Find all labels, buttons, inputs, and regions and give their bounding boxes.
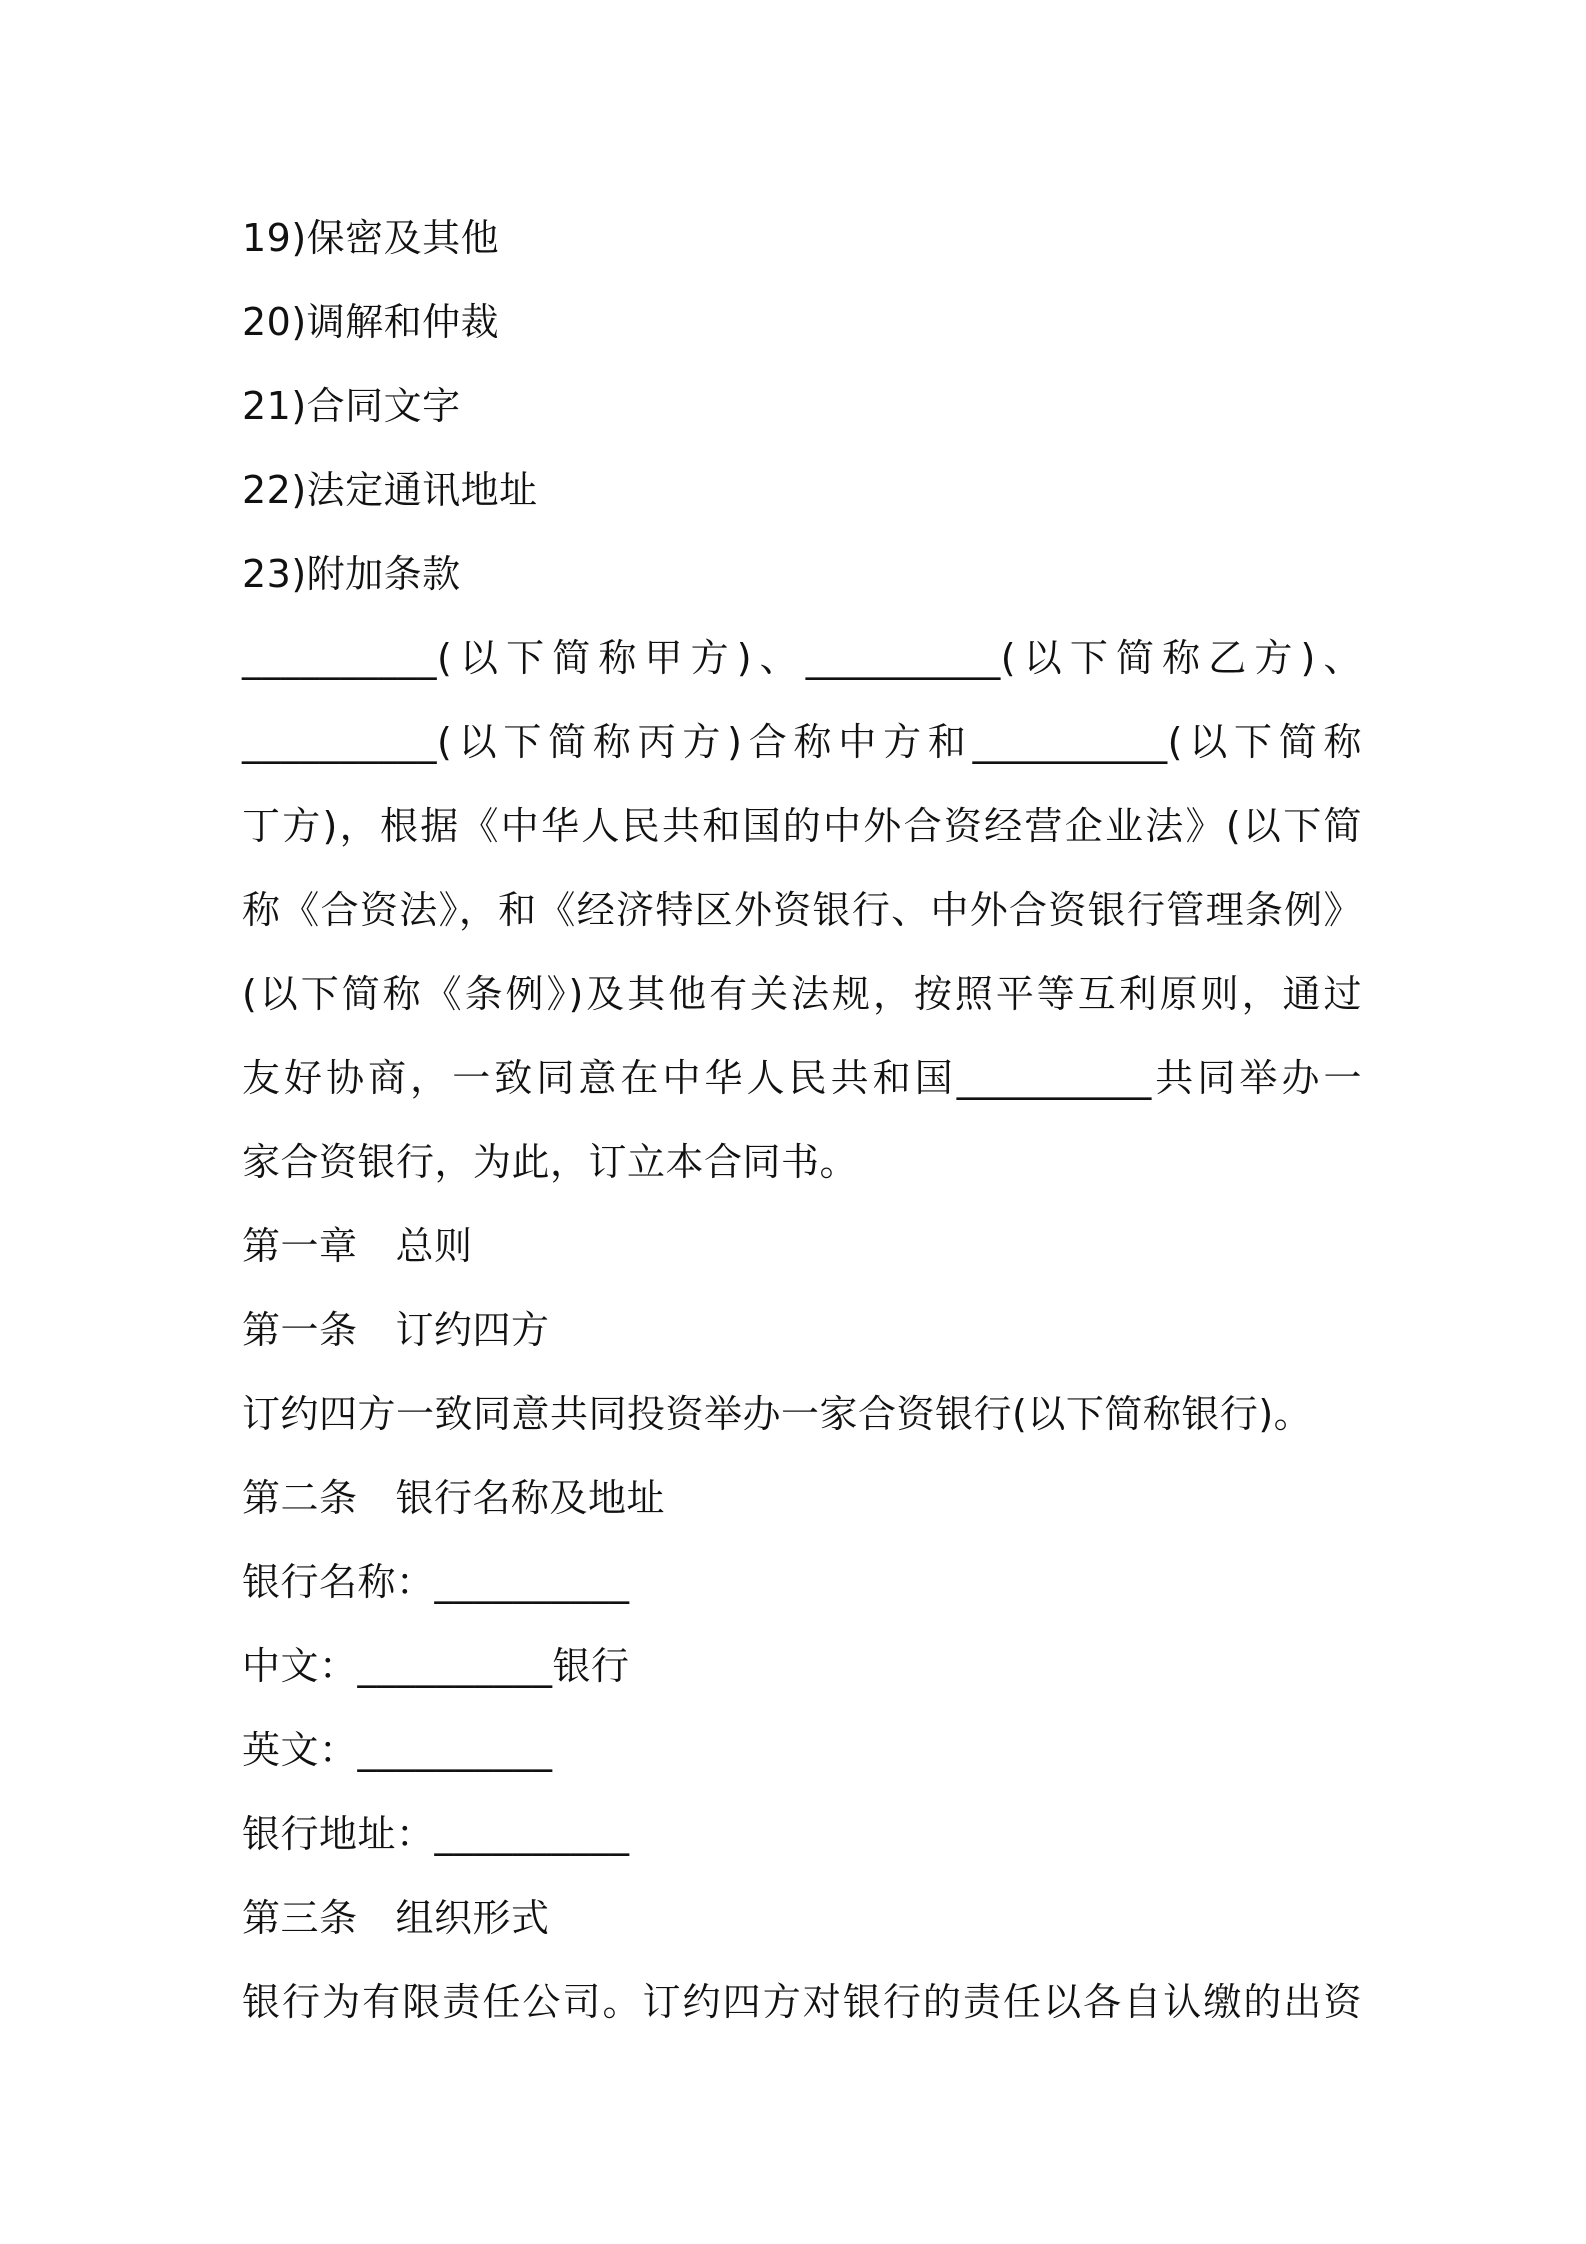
bank-address-field: 银行地址：__________ [242, 1812, 630, 1856]
preamble-line: __________(以下简称丙方)合称中方和__________(以下简称 [242, 720, 1362, 764]
article-text: 订约四方一致同意共同投资举办一家合资银行(以下简称银行)。 [242, 1392, 1313, 1436]
article-label: 第二条 [242, 1476, 358, 1520]
preamble-line: 友好协商，一致同意在中华人民共和国__________共同举办一 [242, 1056, 1362, 1100]
toc-item: 19)保密及其他 [242, 216, 500, 260]
article-title: 组织形式 [395, 1896, 550, 1940]
toc-item: 21)合同文字 [242, 384, 461, 428]
contract-body [242, 196, 1362, 2044]
bank-name-field: 银行名称：__________ [242, 1560, 630, 1604]
article-text: 银行为有限责任公司。订约四方对银行的责任以各自认缴的出资 [242, 1980, 1362, 2024]
article-title: 银行名称及地址 [395, 1476, 666, 1520]
chapter-label: 第一章 [242, 1224, 358, 1268]
article-heading [242, 1876, 1362, 1960]
preamble-line: 丁方)，根据《中华人民共和国的中外合资经营企业法》(以下简 [242, 804, 1362, 848]
english-name-field: 英文：__________ [242, 1728, 553, 1772]
chinese-name-field: 中文：__________银行 [242, 1644, 630, 1688]
article-heading [242, 1288, 1362, 1372]
chapter-title: 总则 [395, 1224, 473, 1268]
chapter-heading [242, 1204, 1362, 1288]
article-heading [242, 1456, 1362, 1540]
article-label: 第三条 [242, 1896, 358, 1940]
article-label: 第一条 [242, 1308, 358, 1352]
toc-item: 20)调解和仲裁 [242, 300, 500, 344]
preamble-line: __________(以下简称甲方)、__________(以下简称乙方)、 [242, 636, 1362, 680]
article-title: 订约四方 [395, 1308, 550, 1352]
preamble-line: (以下简称《条例》)及其他有关法规，按照平等互利原则，通过 [242, 972, 1362, 1016]
preamble-line: 家合资银行，为此，订立本合同书。 [242, 1140, 859, 1184]
toc-item: 23)附加条款 [242, 552, 461, 596]
preamble-line: 称《合资法》，和《经济特区外资银行、中外合资银行管理条例》 [242, 888, 1362, 932]
toc-item: 22)法定通讯地址 [242, 468, 538, 512]
